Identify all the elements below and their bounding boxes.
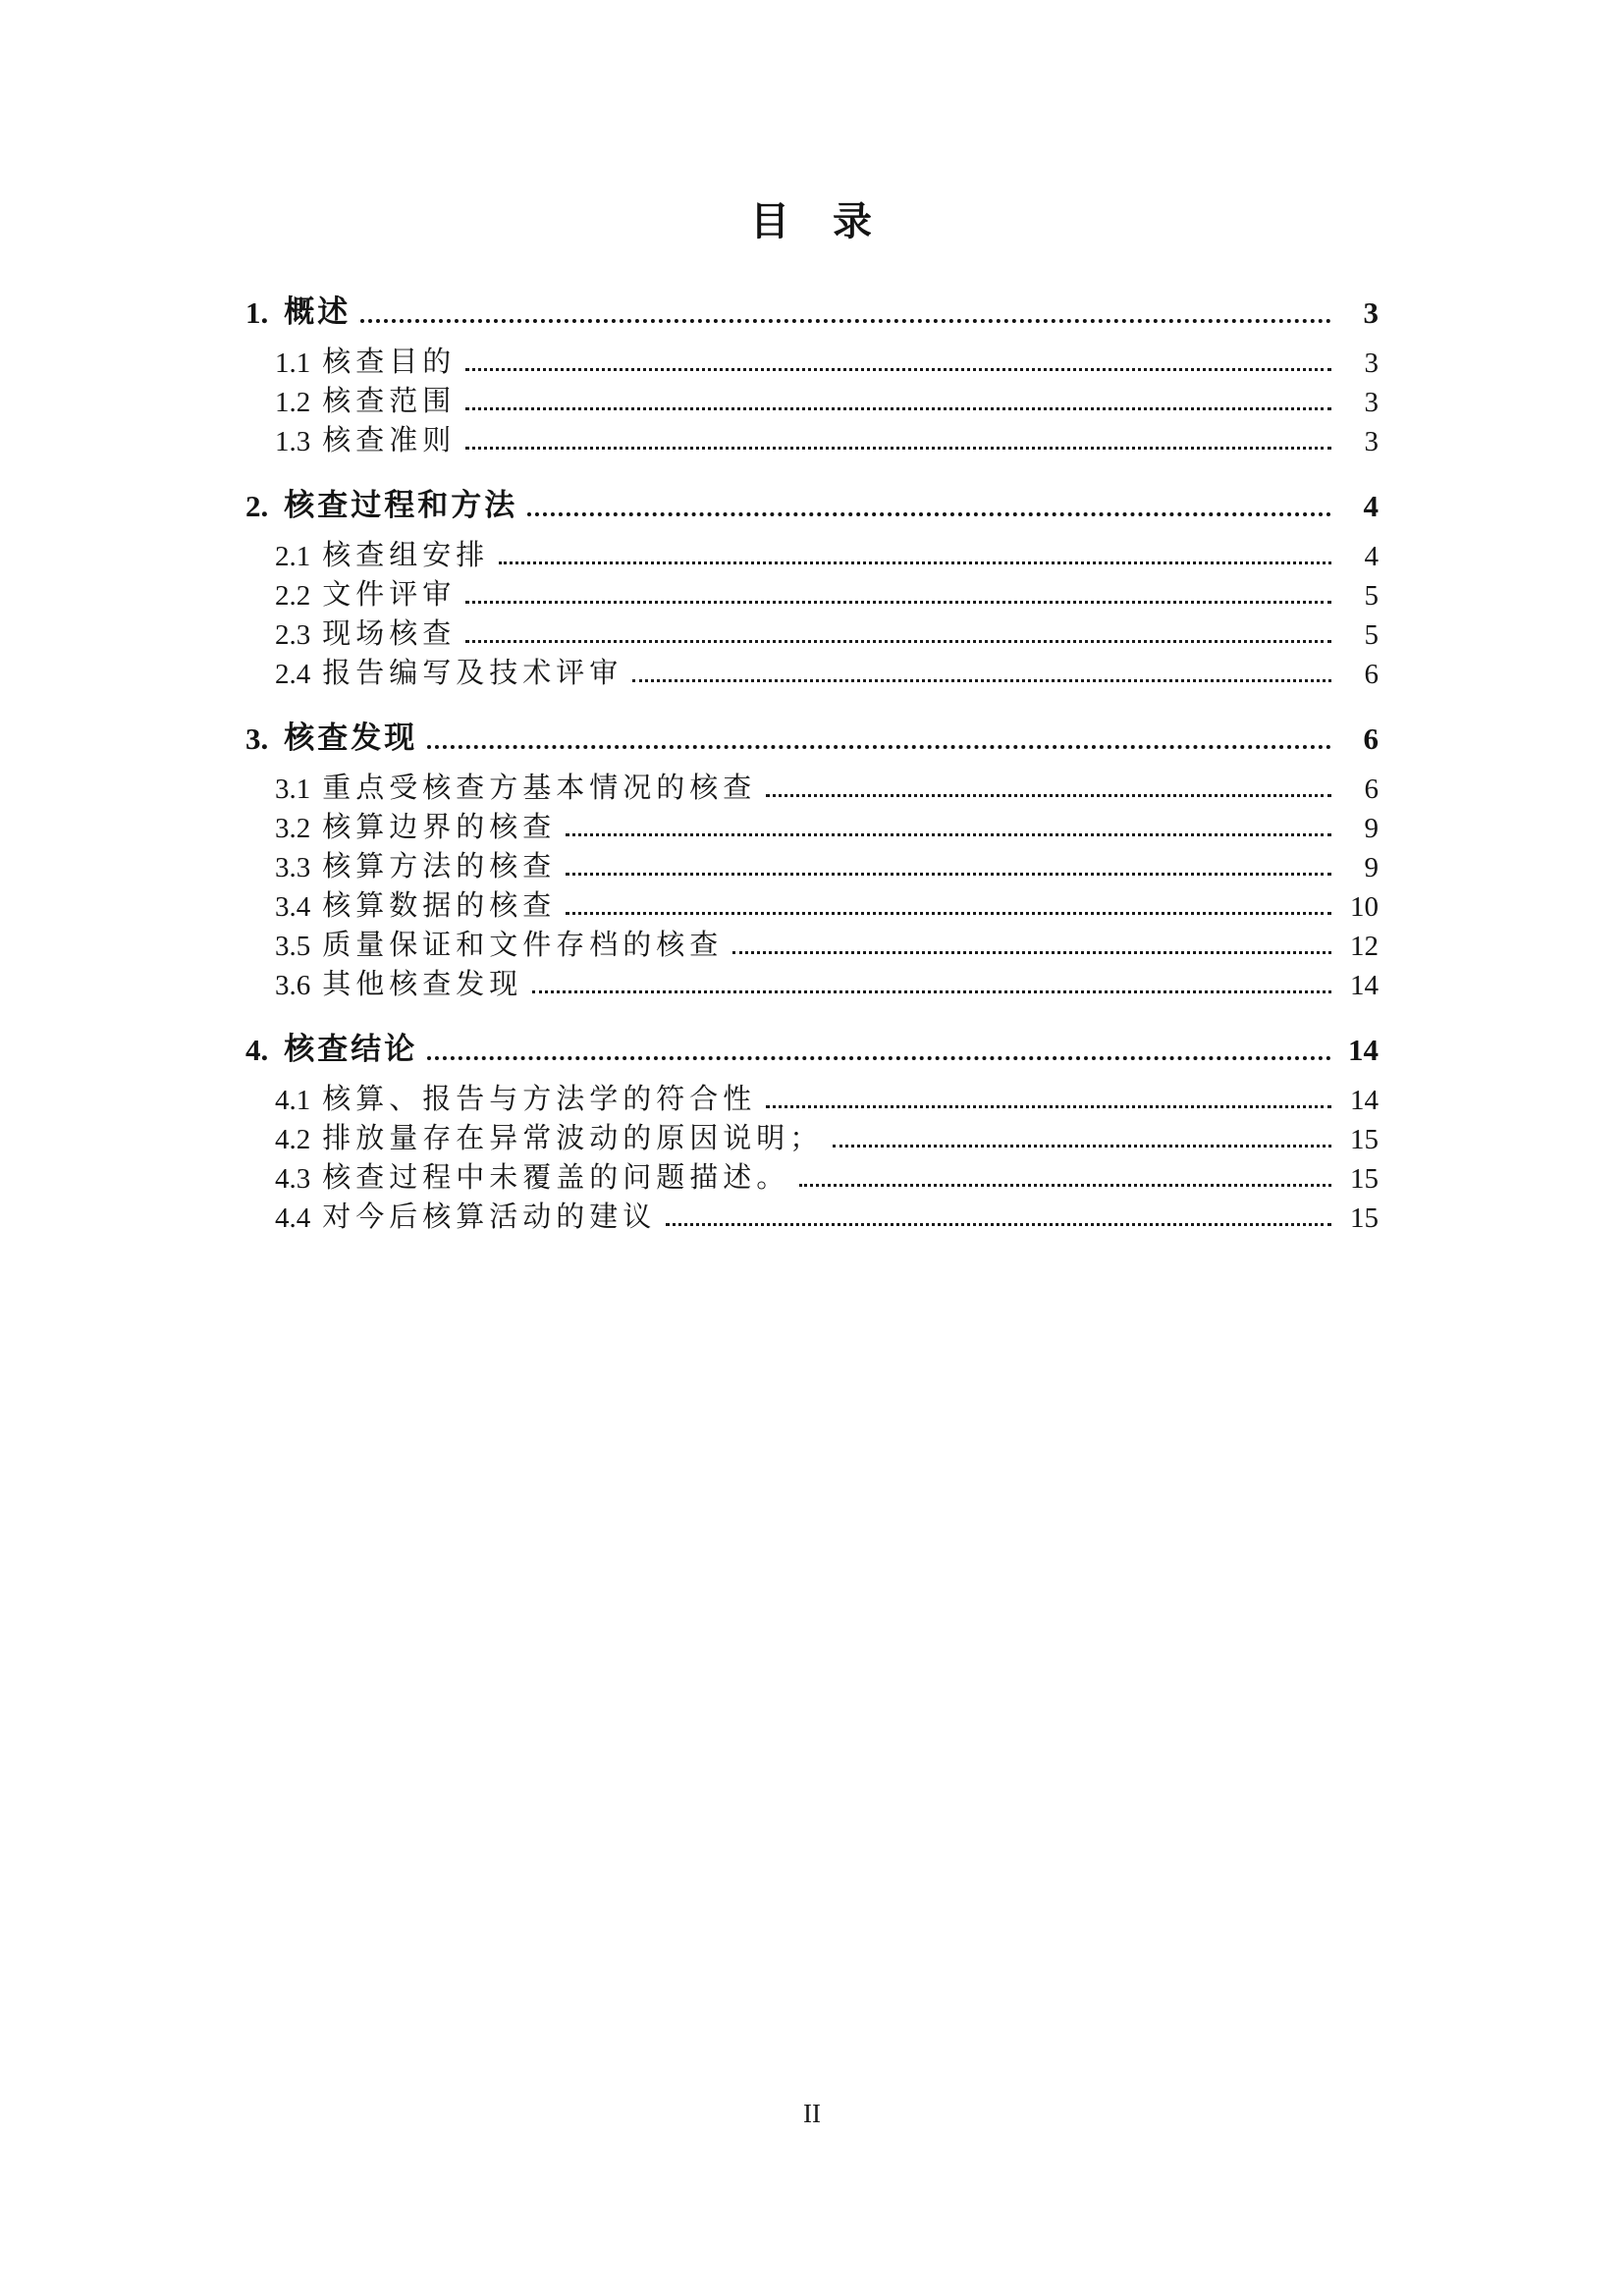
- toc-entry-title: 核算、报告与方法学的符合性: [322, 1084, 757, 1115]
- toc-entry-row[interactable]: [245, 806, 1379, 845]
- toc-entry-page: 6: [1363, 721, 1379, 756]
- dot-leader: [632, 679, 1331, 682]
- toc-entry-number: 2.4: [275, 659, 311, 690]
- dot-leader: [465, 640, 1331, 643]
- toc-entry-title: 核查过程中未覆盖的问题描述。: [322, 1162, 790, 1194]
- dot-leader: [566, 833, 1331, 836]
- dot-leader: [833, 1145, 1331, 1148]
- toc-entry-number: 3.: [245, 721, 269, 756]
- toc-entry-number: 2.2: [275, 580, 311, 612]
- toc-entry-page: 6: [1364, 774, 1379, 805]
- toc-entry-number: 1.3: [275, 426, 311, 457]
- toc-entry-page: 9: [1364, 852, 1379, 883]
- toc-entry-number: 1.1: [275, 347, 311, 379]
- dot-leader: [527, 512, 1331, 516]
- toc-entry-row[interactable]: [245, 884, 1379, 924]
- toc-section-row[interactable]: [245, 286, 1379, 331]
- toc-entry-page: 4: [1363, 489, 1379, 523]
- toc-entry-page: 15: [1350, 1202, 1379, 1234]
- toc-entry-page: 15: [1350, 1163, 1379, 1195]
- dot-leader: [799, 1184, 1331, 1187]
- toc-entry-title: 核查范围: [322, 386, 457, 417]
- toc-entry-number: 3.6: [275, 970, 311, 1001]
- toc-entry-row[interactable]: [245, 767, 1379, 806]
- toc-entry-page: 5: [1364, 580, 1379, 612]
- dot-leader: [465, 368, 1331, 371]
- toc-entry-title: 概述: [284, 294, 352, 329]
- toc-entry-number: 3.5: [275, 931, 311, 962]
- toc-section-row[interactable]: [245, 479, 1379, 524]
- toc-entry-row[interactable]: [245, 924, 1379, 963]
- footer-page-number: II: [803, 2099, 821, 2128]
- toc-entry-title: 核查结论: [284, 1032, 418, 1066]
- toc-entry-row[interactable]: [245, 1117, 1379, 1156]
- toc-entry-page: 3: [1364, 426, 1379, 457]
- dot-leader: [427, 1056, 1331, 1060]
- toc-entry-number: 1.: [245, 295, 269, 330]
- toc-entry-number: 3.1: [275, 774, 311, 805]
- toc-entry-title: 核查准则: [322, 425, 457, 456]
- toc-list: [245, 286, 1379, 1235]
- toc-entry-number: 4.4: [275, 1202, 311, 1234]
- dot-leader: [566, 912, 1331, 915]
- toc-entry-row[interactable]: [245, 419, 1379, 458]
- toc-entry-number: 3.3: [275, 852, 311, 883]
- toc-entry-page: 14: [1348, 1033, 1379, 1067]
- toc-entry-row[interactable]: [245, 341, 1379, 380]
- dot-leader: [465, 447, 1331, 450]
- toc-entry-page: 15: [1350, 1124, 1379, 1155]
- toc-entry-number: 1.2: [275, 387, 311, 418]
- toc-entry-row[interactable]: [245, 652, 1379, 691]
- toc-entry-title: 质量保证和文件存档的核查: [322, 930, 724, 961]
- dot-leader: [465, 407, 1331, 410]
- toc-entry-page: 9: [1364, 813, 1379, 844]
- toc-entry-row[interactable]: [245, 845, 1379, 884]
- toc-entry-title: 报告编写及技术评审: [322, 658, 623, 689]
- toc-entry-title: 对今后核算活动的建议: [322, 1201, 657, 1233]
- toc-entry-title: 核查组安排: [322, 540, 490, 571]
- toc-entry-row[interactable]: [245, 1156, 1379, 1196]
- page-title: 目 录: [750, 199, 874, 243]
- toc-entry-title: 核算数据的核查: [322, 890, 557, 922]
- dot-leader: [499, 561, 1331, 564]
- toc-entry-row[interactable]: [245, 613, 1379, 652]
- toc-entry-number: 3.2: [275, 813, 311, 844]
- dot-leader: [360, 319, 1331, 323]
- toc-entry-title: 核算边界的核查: [322, 812, 557, 843]
- toc-entry-row[interactable]: [245, 380, 1379, 419]
- dot-leader: [427, 745, 1331, 749]
- dot-leader: [766, 794, 1331, 797]
- toc-entry-row[interactable]: [245, 963, 1379, 1002]
- toc-entry-page: 3: [1364, 387, 1379, 418]
- toc-entry-number: 2.1: [275, 541, 311, 572]
- toc-entry-page: 3: [1364, 347, 1379, 379]
- toc-entry-page: 3: [1363, 295, 1379, 330]
- toc-entry-row[interactable]: [245, 534, 1379, 573]
- toc-entry-title: 其他核查发现: [322, 969, 523, 1000]
- toc-entry-number: 4.3: [275, 1163, 311, 1195]
- dot-leader: [465, 601, 1331, 604]
- toc-entry-title: 排放量存在异常波动的原因说明；: [322, 1123, 824, 1154]
- toc-entry-title: 重点受核查方基本情况的核查: [322, 773, 757, 804]
- toc-entry-title: 现场核查: [322, 618, 457, 650]
- toc-entry-number: 2.3: [275, 619, 311, 651]
- dot-leader: [566, 873, 1331, 876]
- toc-entry-number: 2.: [245, 489, 269, 523]
- toc-entry-page: 14: [1350, 970, 1379, 1001]
- dot-leader: [666, 1223, 1331, 1226]
- toc-section-row[interactable]: [245, 1023, 1379, 1068]
- toc-entry-page: 14: [1350, 1085, 1379, 1116]
- toc-entry-number: 4.: [245, 1033, 269, 1067]
- toc-entry-number: 3.4: [275, 891, 311, 923]
- toc-entry-page: 4: [1364, 541, 1379, 572]
- toc-entry-row[interactable]: [245, 573, 1379, 613]
- toc-entry-page: 5: [1364, 619, 1379, 651]
- dot-leader: [732, 951, 1331, 954]
- toc-entry-page: 6: [1364, 659, 1379, 690]
- toc-entry-row[interactable]: [245, 1196, 1379, 1235]
- toc-entry-title: 核查过程和方法: [284, 488, 518, 522]
- toc-entry-title: 核查目的: [322, 347, 457, 378]
- dot-leader: [532, 990, 1331, 993]
- toc-entry-title: 文件评审: [322, 579, 457, 611]
- toc-entry-row[interactable]: [245, 1078, 1379, 1117]
- toc-entry-page: 10: [1350, 891, 1379, 923]
- toc-entry-page: 12: [1350, 931, 1379, 962]
- toc-entry-title: 核查发现: [284, 721, 418, 755]
- toc-entry-number: 4.2: [275, 1124, 311, 1155]
- dot-leader: [766, 1105, 1331, 1108]
- toc-entry-number: 4.1: [275, 1085, 311, 1116]
- toc-entry-title: 核算方法的核查: [322, 851, 557, 882]
- toc-section-row[interactable]: [245, 712, 1379, 757]
